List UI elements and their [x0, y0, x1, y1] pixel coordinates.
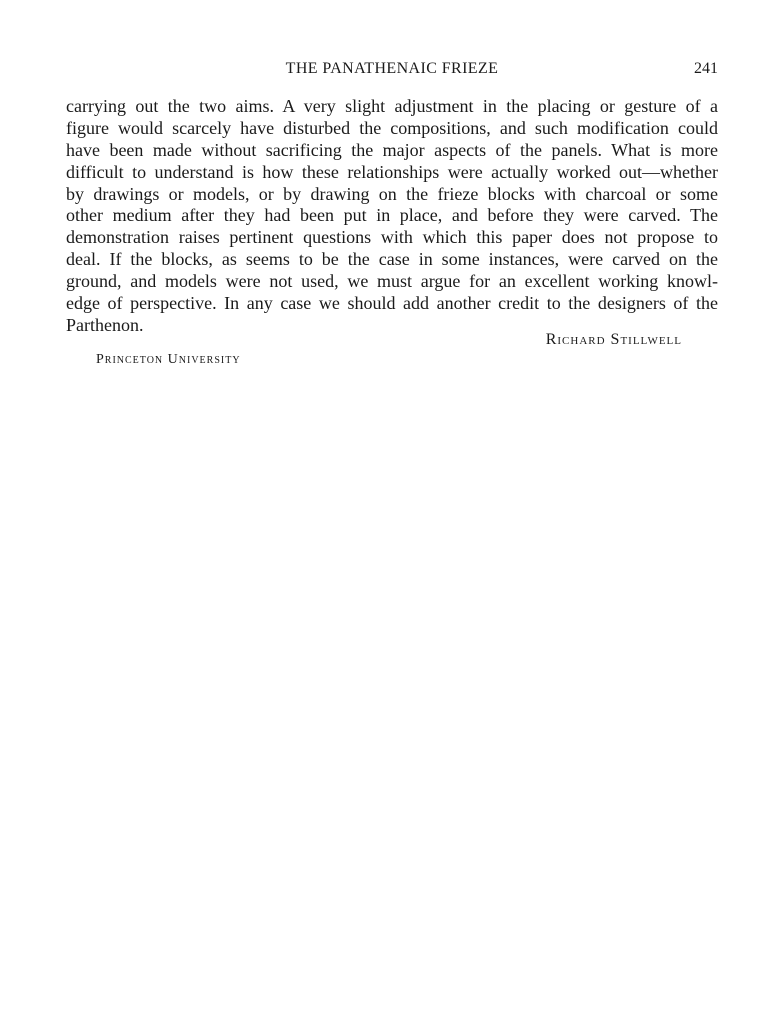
text-line: carrying out the two aims. A very slight adjustment in the placing or gesture of a	[66, 96, 718, 116]
body-paragraph	[66, 96, 718, 337]
text-line: figure would scarcely have disturbed the compositions, and such modification could	[66, 117, 718, 138]
text-line: have been made without sacrificing the major aspects of the panels. What is more	[66, 139, 718, 160]
text-line: demonstration raises pertinent questions with which this paper does not propose to	[66, 227, 718, 248]
page-number: 241	[694, 60, 718, 77]
text-line: deal. If the blocks, as seems to be the case in some instances, were carved on the	[66, 249, 718, 270]
text-line: Parthenon.	[66, 314, 144, 335]
author-affiliation: Princeton University	[96, 352, 241, 367]
text-line: other medium after they had been put in place, and before they were carved. The	[66, 205, 718, 226]
author-name: Richard Stillwell	[545, 331, 682, 348]
text-line: ground, and models were not used, we must argue for an excellent working knowl-	[66, 271, 718, 292]
running-title: THE PANATHENAIC FRIEZE	[285, 60, 499, 77]
text-line: edge of perspective. In any case we should add another credit to the designers of the	[66, 293, 718, 314]
running-head	[66, 60, 718, 82]
text-line: by drawings or models, or by drawing on the frieze blocks with charcoal or some	[66, 183, 718, 204]
text-line: difficult to understand is how these relationships were actually worked out—whether	[66, 161, 718, 182]
